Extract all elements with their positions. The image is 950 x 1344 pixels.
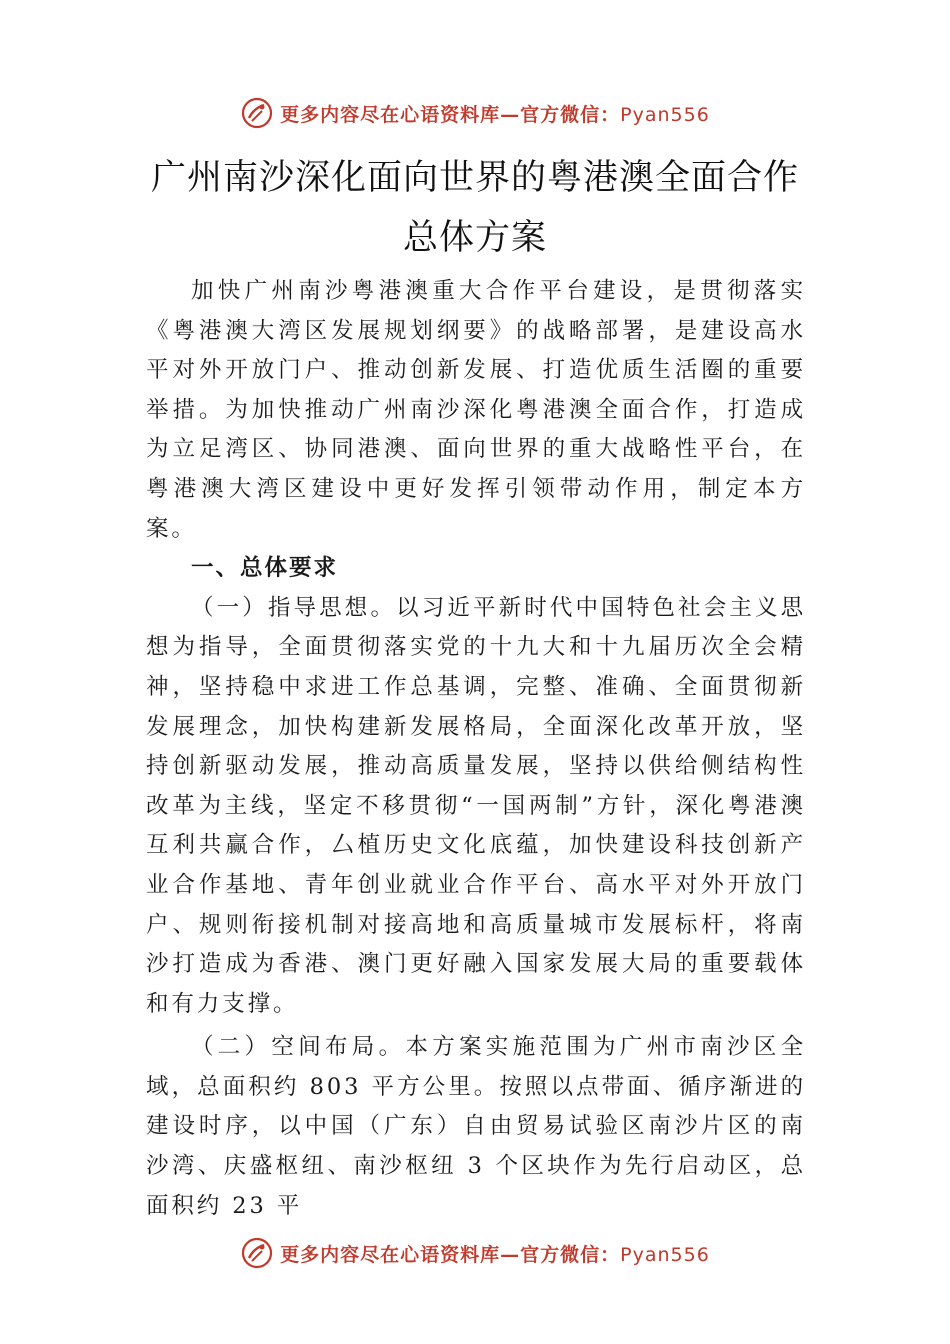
banner-wechat-id: Pyan556: [620, 1243, 710, 1266]
guiding-ideology-paragraph: （一）指导思想。以习近平新时代中国特色社会主义思想为指导，全面贯彻落实党的十九大和十九届历次全会精神，坚持稳中求进工作总基调，完整、准确、全面贯彻新发展理念，加快构建新发展格局，全面深化改革开放，坚持创新驱动发展，推动高质量发展，坚持以供给侧结构性改革为主线，坚定不移贯彻“一国两制”方针，深化粤港澳互利共赢合作，厶植历史文化底蕴，加快建设科技创新产业合作基地、青年创业就业合作平台、高水平对外开放门户、规则衔接机制对接高地和高质量城市发展标杆，将南沙打造成为香港、澳门更好融入国家发展大局的重要载体和有力支撑。: [146, 594, 806, 1017]
banner-wechat-id: Pyan556: [620, 103, 710, 126]
banner-text: 更多内容尽在心语资料库—官方微信：Pyan556: [280, 103, 710, 126]
section-heading: 一、总体要求: [191, 555, 339, 582]
logo-icon: [240, 96, 274, 130]
banner-text: 更多内容尽在心语资料库—官方微信：Pyan556: [280, 1243, 710, 1266]
intro-paragraph: 加快广州南沙粤港澳重大合作平台建设，是贯彻落实《粤港澳大湾区发展规划纲要》的战略部署，是建设高水平对外开放门户、推动创新发展、打造优质生活圈的重要举措。为加快推动广州南沙深化粤港澳全面合作，打造成为立足湾区、协同港澳、面向世界的重大战略性平台，在粤港澳大湾区建设中更好发挥引领带动作用，制定本方案。: [146, 278, 806, 542]
document-title-line1: 广州南沙深化面向世界的粤港澳全面合作: [150, 158, 799, 198]
document-body: [146, 272, 806, 1226]
spatial-layout-paragraph: （二）空间布局。本方案实施范围为广州市南沙区全域，总面积约 803 平方公里。按照以点带面、循序渐进的建设时序，以中国（广东）自由贸易试验区南沙片区的南沙湾、庆盛枢纽、南沙枢纽 3 个区块作为先行启动区，总面积约 23 平: [146, 1034, 806, 1219]
logo-icon: [240, 1236, 274, 1270]
document-title-line2: 总体方案: [402, 218, 547, 258]
bottom-banner: [0, 1236, 950, 1270]
top-banner: [0, 96, 950, 130]
